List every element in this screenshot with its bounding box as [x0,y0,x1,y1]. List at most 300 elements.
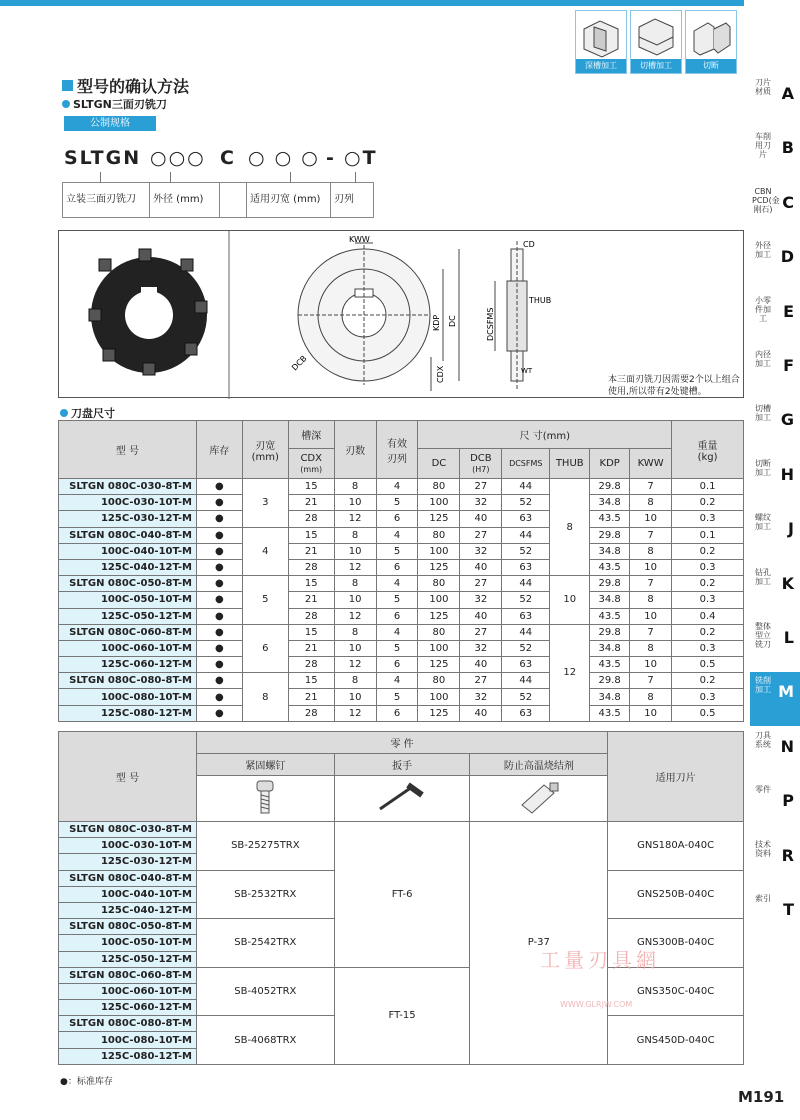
section-tab-label: 铣削加工 [755,676,771,695]
table-cell: SLTGN 080C-060-8T-M [59,624,197,640]
op-deep-groove [575,10,627,74]
label-kdp: KDP [432,314,441,331]
table-cell: 125C-080-12T-M [59,1048,197,1064]
table-cell: 0.3 [672,640,744,656]
grooving-icon [635,15,677,59]
table-cell: 12 [334,559,376,575]
legend-dia: 外径 (mm) [150,183,220,217]
table-cell: 10 [630,559,672,575]
th-model: 型 号 [59,421,197,479]
table-cell: 10 [334,640,376,656]
th-width: 刃宽 (mm) [242,421,288,479]
th-weight: 重量 (kg) [672,421,744,479]
wrench-pic [334,776,470,822]
table-cell: 7 [630,527,672,543]
table-cell: 12 [334,511,376,527]
table-cell: 100 [418,495,460,511]
th-groove: 槽深 [288,421,334,449]
table-cell: 125C-030-12T-M [59,511,197,527]
table-cell: 6 [376,608,418,624]
table-cell: 27 [460,527,502,543]
table-cell: 29.8 [590,673,630,689]
screw-icon [253,779,277,815]
th-kww: KWW [630,449,672,479]
table-cell: 4 [242,527,288,576]
table-cell: 125C-050-12T-M [59,608,197,624]
table-cell: ● [196,624,242,640]
table-cell: 7 [630,624,672,640]
section-tab-letter: J [788,519,794,539]
section-tab-label: 技术资料 [755,839,771,858]
table-cell: ● [196,576,242,592]
op-label: 切槽加工 [631,59,681,73]
table-row [59,640,744,656]
table-cell: 29.8 [590,576,630,592]
table-cell: 125C-050-12T-M [59,951,197,967]
table-cell: 34.8 [590,640,630,656]
section-tab-label: 刀具系统 [755,730,771,749]
table-cell: 6 [242,624,288,673]
th-dc: DC [418,449,460,479]
table-cell: 125C-040-12T-M [59,902,197,918]
table-cell: 32 [460,640,502,656]
label-dcsfms: DCSFMS [486,307,495,341]
metric-badge: 公制规格 [64,116,156,131]
table-cell: 0.5 [672,657,744,673]
table-cell: 80 [418,673,460,689]
table-cell: 7 [630,673,672,689]
table-row [59,705,744,721]
table-cell: 8 [334,576,376,592]
table-cell: 32 [460,543,502,559]
table-row [59,673,744,689]
table-cell: 21 [288,592,334,608]
table-cell: 10 [334,543,376,559]
table-cell: 32 [460,592,502,608]
table-cell: 15 [288,624,334,640]
table-cell: 29.8 [590,527,630,543]
table-row [59,479,744,495]
table-cell: 125C-060-12T-M [59,657,197,673]
op-label: 深槽加工 [576,59,626,73]
table-cell: 0.3 [672,592,744,608]
table-cell: 100C-030-10T-M [59,838,197,854]
table-cell: SB-25275TRX [196,822,334,871]
table-cell: ● [196,479,242,495]
section-tab-label: 小零件加工 [755,295,771,323]
section-tab-label: 整体型立铣刀 [755,622,771,649]
table-cell: 27 [460,624,502,640]
table-cell: 100C-080-10T-M [59,1032,197,1048]
legend-teeth: 刃列 [334,194,354,205]
section-tab-letter: H [780,464,794,484]
table-cell: 8 [630,689,672,705]
th-eff: 有效 刃列 [376,421,418,479]
table-cell: 4 [376,673,418,689]
cdx-label: CDX [300,452,322,464]
section-tab-p[interactable] [750,781,800,835]
th2-screw: 紧固螺钉 [196,754,334,776]
table-cell: 12 [334,608,376,624]
th-kdp: KDP [590,449,630,479]
section-tab-m[interactable] [750,672,800,726]
table-cell: ● [196,705,242,721]
table-cell: 100C-050-10T-M [59,592,197,608]
table-cell: 44 [502,624,550,640]
table-cell: 6 [376,657,418,673]
section-tab-b[interactable] [750,128,800,182]
table-cell: 21 [288,543,334,559]
table-cell: 43.5 [590,705,630,721]
table-cell: 63 [502,511,550,527]
table-cell: 32 [460,495,502,511]
section-tab-letter: G [780,410,794,430]
table-cell: 0.3 [672,689,744,705]
table-cell: 100C-030-10T-M [59,495,197,511]
section-tab-h[interactable] [750,455,800,509]
th-stock: 库存 [196,421,242,479]
table-cell: 27 [460,673,502,689]
section-tab-j[interactable] [750,509,800,563]
table-cell: ● [196,592,242,608]
table-cell: 0.2 [672,624,744,640]
table-cell: 10 [334,592,376,608]
table-row [59,822,744,838]
table-cell: GNS250B-040C [608,870,744,919]
table-row [59,511,744,527]
table-cell: 52 [502,640,550,656]
dcb-label: DCB [470,452,492,464]
table-cell: 0.2 [672,543,744,559]
table-cell: 8 [630,495,672,511]
table-cell: SLTGN 080C-030-8T-M [59,479,197,495]
table-cell: 10 [334,689,376,705]
section-tab-r[interactable] [750,836,800,890]
footnote: ●：标准库存 [60,1077,113,1087]
th2-wrench: 扳手 [334,754,470,776]
th2-parts: 零 件 [196,732,607,754]
table-cell: 28 [288,511,334,527]
table-cell: 10 [550,576,590,625]
section-tab-label: 切槽加工 [755,404,771,423]
section-tab-f[interactable] [750,346,800,400]
section-tab-label: 切断加工 [755,458,771,477]
th2-insert: 适用刀片 [608,732,744,822]
table-cell: 0.3 [672,559,744,575]
table-cell: 21 [288,640,334,656]
table-cell: 32 [460,689,502,705]
table-cell: SLTGN 080C-080-8T-M [59,673,197,689]
table-cell: 44 [502,673,550,689]
table-cell: 0.2 [672,495,744,511]
section-tab-letter: P [782,791,794,811]
section-tab-c[interactable] [750,183,800,237]
section-tab-letter: N [780,736,794,756]
section-tab-letter: A [781,84,794,103]
section-tab-t[interactable] [750,890,800,944]
section-tab-letter: M [778,682,794,702]
table-cell: 100C-080-10T-M [59,689,197,705]
table-cell: 10 [630,657,672,673]
table-cell: 100 [418,592,460,608]
table-cell: 43.5 [590,559,630,575]
table-cell: 29.8 [590,479,630,495]
th2-model: 型 号 [59,732,197,822]
table-cell: 40 [460,608,502,624]
table-row [59,543,744,559]
table-cell: 63 [502,705,550,721]
th-dcsfms: DCSFMS [502,449,550,479]
section-tab-letter: F [783,356,794,375]
table-cell: ● [196,559,242,575]
table-row [59,559,744,575]
table-cell: 44 [502,527,550,543]
table-cell: 44 [502,479,550,495]
table-cell: 0.2 [672,673,744,689]
table-cell: FT-15 [334,967,470,1064]
table-cell: 8 [334,624,376,640]
table-cell: 28 [288,559,334,575]
section-tab-label: 索引 [755,894,771,903]
dimension-table [58,420,744,722]
table-cell: 21 [288,689,334,705]
table-cell: 40 [460,559,502,575]
label-dcb: DCB [290,353,309,373]
table-row [59,592,744,608]
section-tab-letter: E [783,301,794,321]
table-cell: 8 [334,479,376,495]
th-dcb [460,449,502,479]
table-cell: GNS350C-040C [608,967,744,1016]
op-label: 切断 [686,59,736,73]
table-cell: ● [196,657,242,673]
th2-paste: 防止高温烧结剂 [470,754,608,776]
op-grooving [630,10,682,74]
table-cell: 21 [288,495,334,511]
code-c: C [220,147,236,169]
section-tab-letter: C [782,192,794,212]
section-tab-a[interactable] [750,74,800,128]
table-cell: ● [196,673,242,689]
section-tab-g[interactable] [750,400,800,454]
top-bar [0,0,744,6]
table-cell: 40 [460,705,502,721]
table-cell: 0.3 [672,511,744,527]
th-teeth: 刃数 [334,421,376,479]
table-row [59,657,744,673]
screw-pic [196,776,334,822]
figure-note: 本三面刃铣刀因需要2个以上组合使用,所以带有2处键槽。 [608,375,740,397]
table-cell: 12 [334,705,376,721]
label-thub: THUB [529,296,552,305]
table-cell: 40 [460,511,502,527]
section-tab-d[interactable] [750,237,800,291]
op-parting [685,10,737,74]
table-cell: P-37 [470,822,608,1065]
table-row [59,689,744,705]
table-cell: 34.8 [590,543,630,559]
table-cell: GNS450D-040C [608,1016,744,1065]
table-cell: 10 [630,511,672,527]
legend-series: 立装三面刃铣刀 [63,183,150,217]
table-cell: ● [196,511,242,527]
table-cell: ● [196,608,242,624]
table-cell: 80 [418,479,460,495]
table-cell: ● [196,527,242,543]
section-title: 型号的确认方法 [62,74,189,97]
table-cell: GNS300B-040C [608,919,744,968]
table-cell: SLTGN 080C-050-8T-M [59,576,197,592]
table-cell: 80 [418,527,460,543]
code-dia: ○○○ [150,147,206,169]
table-cell: 100C-060-10T-M [59,640,197,656]
table-cell: 100 [418,689,460,705]
code-width: ○ ○ ○ [248,147,320,169]
table-cell: FT-6 [334,822,470,968]
table-cell: 125C-080-12T-M [59,705,197,721]
section-tab-label: 车削用刀片 [755,132,771,160]
table-cell: 0.1 [672,527,744,543]
table-cell: 5 [376,592,418,608]
label-cdx: CDX [436,365,445,383]
table-row [59,576,744,592]
table-cell: 40 [460,657,502,673]
table-cell: 34.8 [590,689,630,705]
th-dims: 尺 寸(mm) [418,421,672,449]
table-cell: 125 [418,511,460,527]
table-cell: 8 [630,543,672,559]
section-tab-k[interactable] [750,564,800,618]
page-number: M191 [738,1088,785,1106]
section-tab-e[interactable] [750,292,800,346]
table-cell: ● [196,495,242,511]
table-cell: SLTGN 080C-080-8T-M [59,1016,197,1032]
table-cell: 15 [288,527,334,543]
table-cell: 125 [418,705,460,721]
wrench-icon [372,779,432,815]
table-cell: SB-2532TRX [196,870,334,919]
section-tab-label: 外径加工 [755,241,771,260]
table-cell: 28 [288,705,334,721]
dcb-sub: (H7) [472,464,490,474]
table-cell: 28 [288,657,334,673]
table-cell: 52 [502,543,550,559]
table-cell: 63 [502,608,550,624]
section-tab-letter: D [780,247,794,267]
code-legend [62,182,374,218]
table-cell: 43.5 [590,608,630,624]
table-cell: SB-4068TRX [196,1016,334,1065]
table-cell: 5 [376,689,418,705]
table-section-title: 刀盘尺寸 [60,405,115,421]
table-cell: 6 [376,705,418,721]
table-cell: 125 [418,608,460,624]
table-cell: 8 [334,673,376,689]
table-cell: 80 [418,624,460,640]
label-wt: WT [521,367,533,375]
table-cell: 44 [502,576,550,592]
section-tab-n[interactable] [750,727,800,781]
table-cell: 63 [502,657,550,673]
table-cell: 63 [502,559,550,575]
table-cell: SLTGN 080C-050-8T-M [59,919,197,935]
table-row [59,624,744,640]
table-cell: 0.1 [672,479,744,495]
table-cell: 8 [550,479,590,576]
table-cell: 43.5 [590,657,630,673]
section-tab-letter: R [781,845,794,865]
table-cell: 15 [288,576,334,592]
code-dash: - [326,147,336,169]
table-cell: 6 [376,559,418,575]
table-cell: 100C-040-10T-M [59,543,197,559]
table-cell: 0.4 [672,608,744,624]
table-cell: 12 [334,657,376,673]
table-cell: 6 [376,511,418,527]
table-cell: ● [196,543,242,559]
table-cell: 8 [630,592,672,608]
table-cell: 4 [376,479,418,495]
table-cell: 10 [334,495,376,511]
table-cell: GNS180A-040C [608,822,744,871]
table-cell: 125 [418,657,460,673]
product-figure [58,230,744,398]
table-cell: 0.5 [672,705,744,721]
watermark: 工量刃具網 [540,948,660,972]
parts-table [58,731,744,1065]
parting-icon [690,15,732,59]
label-kww: KWW [349,235,370,244]
cutter-photo [89,249,207,375]
table-cell: SB-2542TRX [196,919,334,968]
table-cell: 12 [550,624,590,721]
section-tab-label: 螺纹加工 [755,513,771,532]
table-cell: 29.8 [590,624,630,640]
th-thub: THUB [550,449,590,479]
section-tab-letter: T [783,900,794,919]
table-cell: SLTGN 080C-030-8T-M [59,822,197,838]
table-cell: 100C-040-10T-M [59,886,197,902]
section-tab-label: 钻孔加工 [755,567,771,586]
table-cell: 100 [418,543,460,559]
label-cd: CD [523,240,535,249]
table-cell: 5 [376,543,418,559]
table-cell: 100C-050-10T-M [59,935,197,951]
table-cell: 52 [502,689,550,705]
table-cell: 10 [630,705,672,721]
deep-groove-icon [580,15,622,59]
watermark-url: WWW.GLRJW.COM [560,1000,633,1009]
table-row [59,608,744,624]
table-cell: 8 [242,673,288,722]
table-cell: 8 [334,527,376,543]
table-cell: 52 [502,495,550,511]
table-cell: ● [196,689,242,705]
table-cell: 100 [418,640,460,656]
table-row [59,495,744,511]
table-cell: 34.8 [590,495,630,511]
table-cell: 4 [376,576,418,592]
section-tab-l[interactable] [750,618,800,672]
table-cell: 28 [288,608,334,624]
table-cell: 34.8 [590,592,630,608]
table-cell: 15 [288,673,334,689]
table-row [59,527,744,543]
table-cell: 43.5 [590,511,630,527]
table-cell: 27 [460,576,502,592]
table-cell: 125C-040-12T-M [59,559,197,575]
operation-icons [575,10,737,74]
